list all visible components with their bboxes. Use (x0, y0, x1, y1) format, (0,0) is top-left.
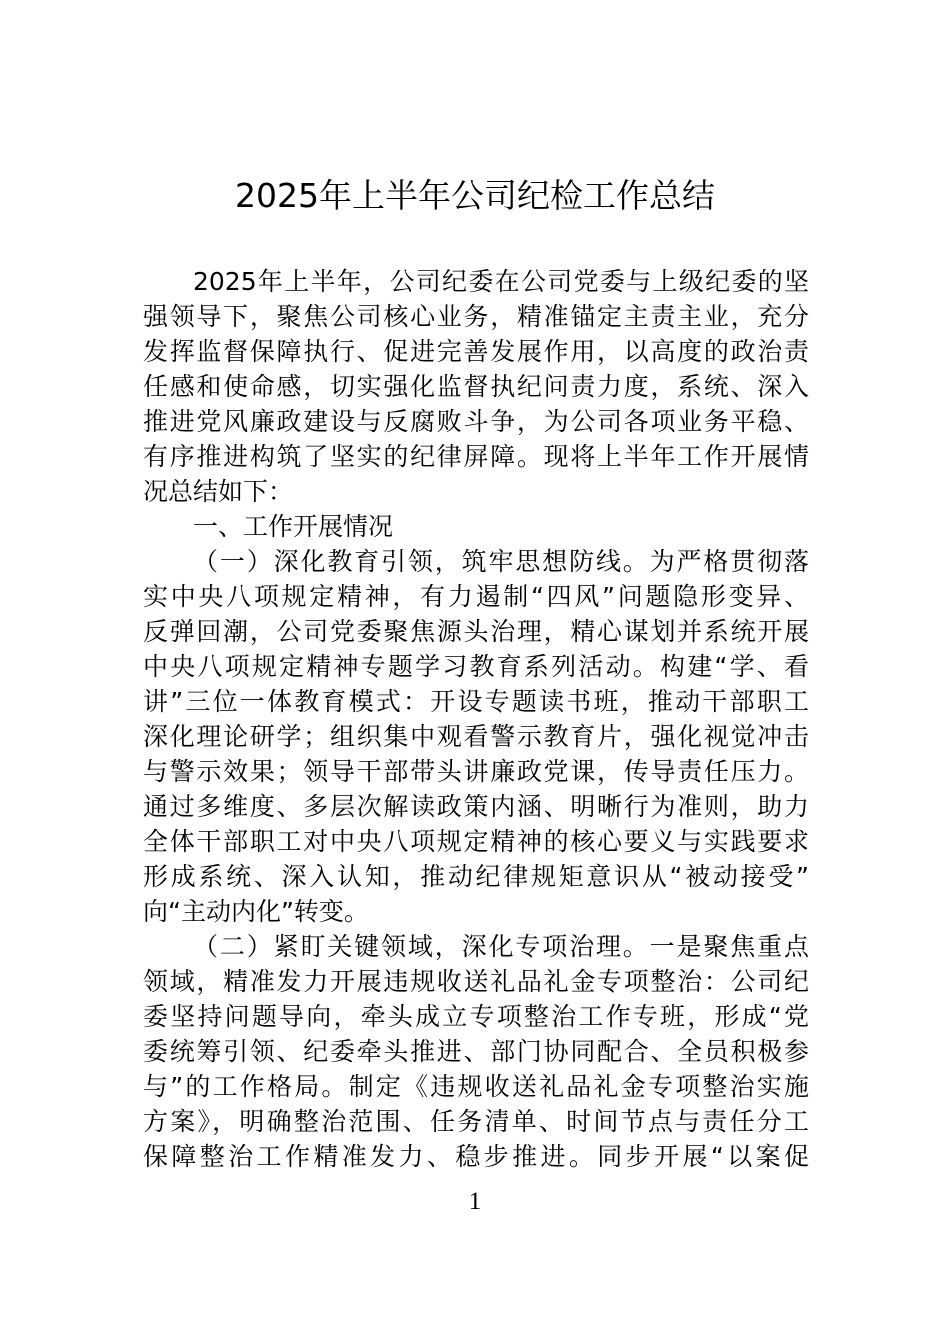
body-line: 反弹回潮，公司党委聚焦源头治理，精心谋划并系统开展 (143, 617, 809, 646)
body-line: 况总结如下： (143, 477, 294, 506)
body-line: 任感和使命感，切实强化监督执纪问责力度，系统、深入 (143, 372, 809, 401)
body-line: 领域，精准发力开展违规收送礼品礼金专项整治：公司纪 (143, 967, 809, 996)
document-title: 2025年上半年公司纪检工作总结 (235, 176, 715, 215)
body-line: 有序推进构筑了坚实的纪律屏障。现将上半年工作开展情 (143, 442, 809, 471)
body-line: 发挥监督保障执行、促进完善发展作用，以高度的政治责 (143, 337, 809, 366)
body-line: 通过多维度、多层次解读政策内涵、明晰行为准则，助力 (143, 792, 809, 821)
body-line: 推进党风廉政建设与反腐败斗争，为公司各项业务平稳、 (143, 407, 809, 436)
body-line: 方案》，明确整治范围、任务清单、时间节点与责任分工 (143, 1107, 809, 1136)
body-line: 与警示效果；领导干部带头讲廉政党课，传导责任压力。 (143, 757, 809, 786)
body-line: 保障整治工作精准发力、稳步推进。同步开展“以案促 (143, 1142, 809, 1171)
body-line: 深化理论研学；组织集中观看警示教育片，强化视觉冲击 (143, 722, 809, 751)
body-line: 2025年上半年，公司纪委在公司党委与上级纪委的坚 (193, 267, 809, 296)
body-line: （二）紧盯关键领域，深化专项治理。一是聚焦重点 (193, 932, 809, 961)
body-line: 委坚持问题导向，牵头成立专项整治工作专班，形成“党 (143, 1002, 809, 1031)
body-line: 与”的工作格局。制定《违规收送礼品礼金专项整治实施 (143, 1072, 809, 1101)
body-line: 强领导下，聚焦公司核心业务，精准锚定主责主业，充分 (143, 302, 809, 331)
body-line: 中央八项规定精神专题学习教育系列活动。构建“学、看 (143, 652, 809, 681)
body-line: 向“主动内化”转变。 (143, 897, 369, 926)
page-number: 1 (468, 1188, 482, 1215)
body-line: 讲”三位一体教育模式：开设专题读书班，推动干部职工 (143, 687, 809, 716)
body-line: （一）深化教育引领，筑牢思想防线。为严格贯彻落 (193, 547, 809, 576)
body-line: 委统筹引领、纪委牵头推进、部门协同配合、全员积极参 (143, 1037, 809, 1066)
section-heading: 一、工作开展情况 (193, 512, 394, 541)
body-line: 形成系统、深入认知，推动纪律规矩意识从“被动接受” (143, 862, 809, 891)
body-line: 实中央八项规定精神，有力遏制“四风”问题隐形变异、 (143, 582, 809, 611)
body-line: 全体干部职工对中央八项规定精神的核心要义与实践要求 (143, 827, 809, 856)
